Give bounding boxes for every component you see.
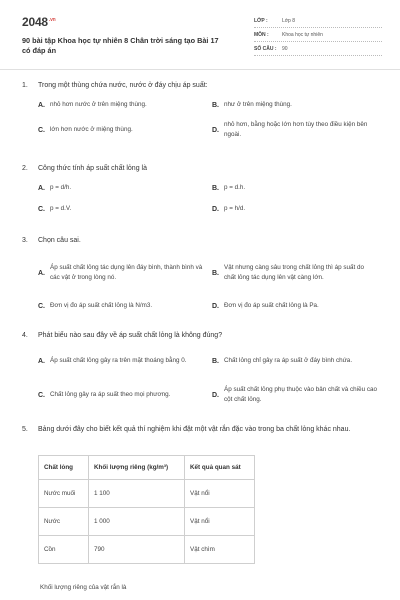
question-number: 1. (22, 82, 28, 89)
table-cell: Cồn (39, 536, 89, 564)
option-a[interactable] (38, 180, 203, 196)
question-continuation: Khối lượng riêng của vật rắn là (40, 584, 127, 591)
table-cell: Nước (39, 508, 89, 536)
option-text: Áp suất chất lỏng phụ thuộc vào bản chất và chiều cao cột chất lỏng. (224, 386, 377, 403)
meta-box (254, 14, 382, 56)
question-number: 4. (22, 332, 28, 339)
option-label: C. (38, 391, 45, 399)
site-logo[interactable] (22, 15, 56, 29)
table-cell: Nước muối (39, 480, 89, 508)
option-label: B. (212, 101, 219, 109)
option-label: A. (38, 269, 45, 277)
option-text: Chất lỏng gây ra áp suất theo mọi phương. (50, 391, 171, 398)
table-row (39, 480, 255, 508)
question-stem: Công thức tính áp suất chất lỏng là (38, 165, 147, 172)
option-label: D. (212, 391, 219, 399)
meta-value: Lớp 8 (282, 17, 296, 24)
question-5 (22, 425, 382, 435)
option-text: như ở trên miệng thùng. (224, 101, 292, 108)
option-text: nhỏ hơn nước ở trên miệng thùng. (50, 101, 147, 108)
option-c[interactable] (38, 119, 203, 141)
table-header: Khối lượng riêng (kg/m³) (89, 456, 185, 480)
option-b[interactable] (212, 97, 377, 113)
option-label: C. (38, 126, 45, 134)
option-c[interactable] (38, 201, 203, 217)
question-text (22, 331, 382, 341)
table-cell: 790 (89, 536, 185, 564)
meta-value: 90 (282, 45, 288, 52)
table-header: Chất lỏng (39, 456, 89, 480)
option-label: A. (38, 357, 45, 365)
table-cell: Vật chìm (185, 536, 255, 564)
table-cell: 1 000 (89, 508, 185, 536)
options (22, 347, 382, 415)
option-d[interactable] (212, 383, 377, 407)
table-cell: Vật nổi (185, 508, 255, 536)
question-2 (22, 164, 382, 220)
option-label: D. (212, 126, 219, 134)
option-label: B. (212, 269, 219, 277)
question-stem: Bảng dưới đây cho biết kết quả thí nghiệm khi đặt một vật rắn đặc vào trong ba chất lỏng khác nhau. (38, 426, 351, 433)
meta-label: LỚP : (254, 17, 268, 24)
data-table (38, 455, 255, 564)
option-a[interactable] (38, 349, 203, 373)
option-label: C. (38, 302, 45, 310)
question-stem: Trong một thùng chứa nước, nước ở đáy chịu áp suất: (38, 82, 208, 89)
option-label: B. (212, 184, 219, 192)
table-cell: Vật nổi (185, 480, 255, 508)
meta-label: SỐ CÂU : (254, 45, 277, 52)
option-b[interactable] (212, 180, 377, 196)
option-label: B. (212, 357, 219, 365)
option-label: A. (38, 101, 45, 109)
meta-row-class (254, 14, 382, 28)
option-b[interactable] (212, 349, 377, 373)
table-row (39, 536, 255, 564)
option-d[interactable] (212, 201, 377, 217)
option-text: lớn hơn nước ở miệng thùng. (50, 126, 133, 133)
option-text: p = d/h. (50, 184, 72, 191)
meta-row-subject (254, 28, 382, 42)
option-text: Vật nhưng càng sâu trong chất lỏng thì áp suất do chất lỏng tác dụng lên vật càng lớn. (224, 264, 365, 281)
option-label: A. (38, 184, 45, 192)
option-c[interactable] (38, 298, 203, 314)
option-label: D. (212, 205, 219, 213)
options (22, 252, 382, 324)
option-text: nhỏ hơn, bằng hoặc lớn hơn tùy theo điều kiện bên ngoài. (224, 121, 368, 138)
table-header-row (39, 456, 255, 480)
question-number: 5. (22, 426, 28, 433)
option-text: Chất lỏng chỉ gây ra áp suất ở đáy bình chứa. (224, 357, 353, 364)
table-row (39, 508, 255, 536)
option-text: Áp suất chất lỏng tác dụng lên đáy bình, thành bình và các vật ở trong lòng nó. (50, 264, 203, 281)
option-a[interactable] (38, 256, 203, 290)
option-text: Đơn vị đo áp suất chất lỏng là Pa. (224, 302, 319, 309)
question-number: 2. (22, 165, 28, 172)
question-number: 3. (22, 237, 28, 244)
meta-value: Khoa học tự nhiên (282, 31, 323, 38)
option-text: p = d.h. (224, 184, 246, 191)
table-cell: 1 100 (89, 480, 185, 508)
option-text: Đơn vị đo áp suất chất lỏng là N/m3. (50, 302, 153, 309)
option-b[interactable] (212, 256, 377, 290)
question-1 (22, 81, 382, 145)
logo-text: 2048 (22, 15, 48, 29)
table-header: Kết quả quan sát (185, 456, 255, 480)
header (22, 14, 382, 64)
question-text (22, 81, 382, 91)
option-text: Áp suất chất lỏng gây ra trên mặt thoáng bằng 0. (50, 357, 187, 364)
option-a[interactable] (38, 97, 203, 113)
page-title: 90 bài tập Khoa học tự nhiên 8 Chân trời sáng tạo Bài 17 có đáp án (22, 36, 219, 55)
option-d[interactable] (212, 119, 377, 141)
option-c[interactable] (38, 383, 203, 407)
option-label: D. (212, 302, 219, 310)
question-text (22, 164, 382, 174)
meta-label: MÔN : (254, 31, 269, 38)
question-3 (22, 236, 382, 324)
header-divider (0, 69, 400, 70)
question-text (22, 425, 382, 435)
options (22, 180, 382, 220)
meta-row-count (254, 42, 382, 56)
logo-tld: .vn (48, 17, 56, 23)
question-text (22, 236, 382, 246)
option-label: C. (38, 205, 45, 213)
question-stem: Phát biểu nào sau đây về áp suất chất lỏng là không đúng? (38, 332, 223, 339)
option-text: p = d.V. (50, 205, 72, 212)
options (22, 97, 382, 145)
option-d[interactable] (212, 298, 377, 314)
question-stem: Chọn câu sai. (38, 237, 81, 244)
option-text: p = h/d. (224, 205, 246, 212)
question-4 (22, 331, 382, 415)
